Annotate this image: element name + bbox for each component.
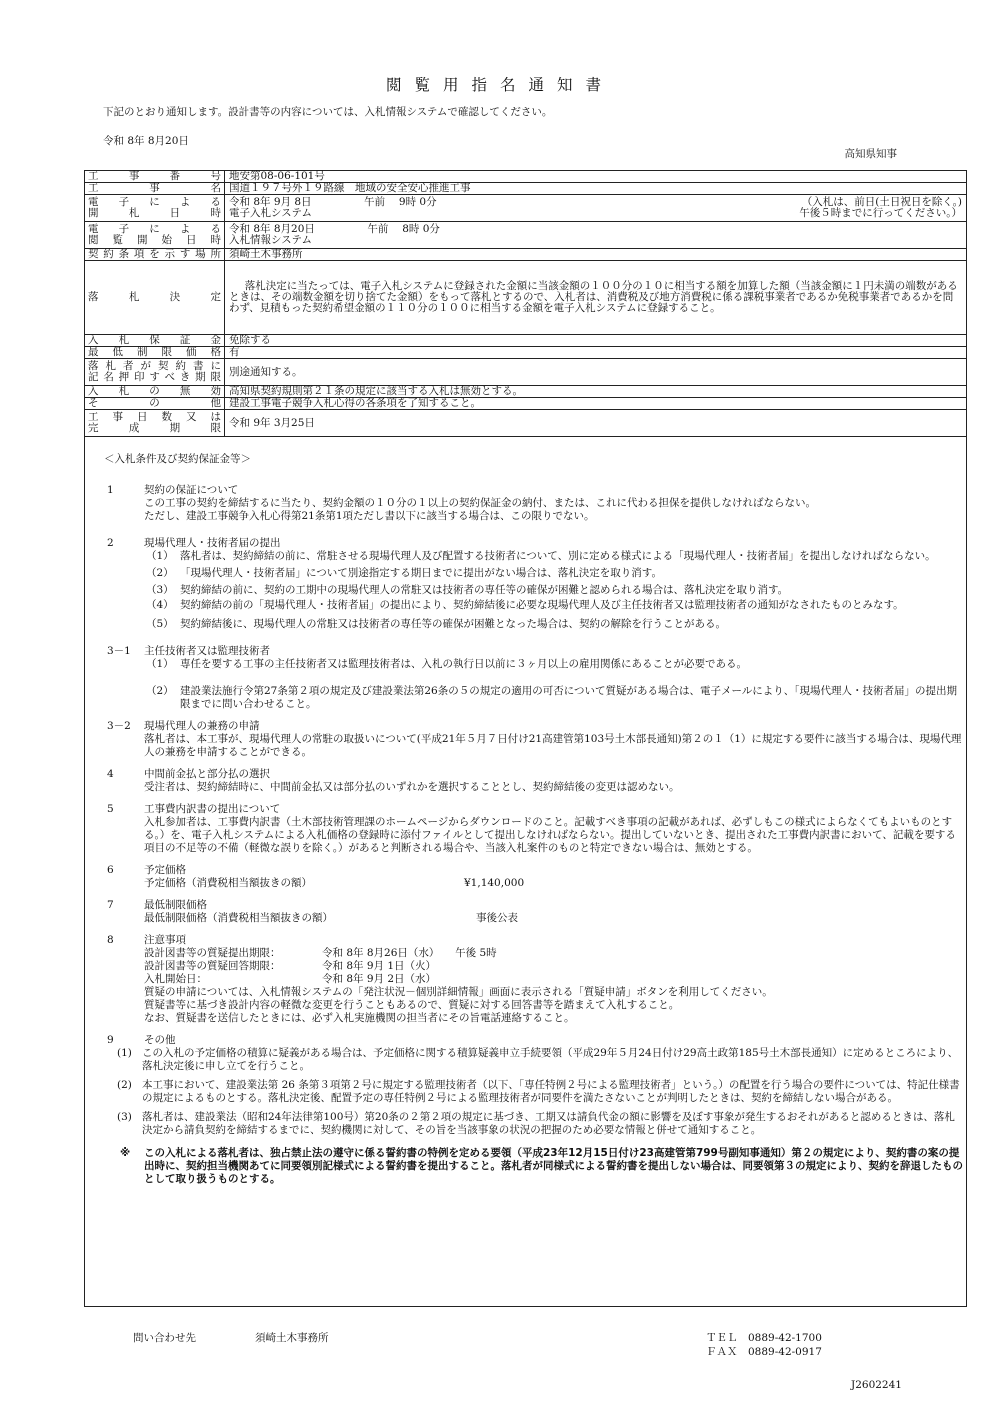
section-3-1-item [104, 685, 964, 711]
deadline-row [104, 973, 964, 986]
section-8-title: 注意事項 [144, 934, 186, 946]
label-completion-line1: 工事日数又は [88, 411, 221, 423]
section-3-2-body: 落札者は、本工事が、現場代理人の常駐の取扱いについて(平成21年５月７日付け21高建管第103号土木部長通知)第２の１（1）に規定する要件に該当する場合は、現場代理人の兼務を申請することができる。 [144, 733, 962, 758]
section-9-item [104, 1111, 964, 1137]
issuer: 高知県知事 [844, 148, 897, 160]
section-5 [104, 803, 964, 855]
info-row-deposit [85, 335, 967, 347]
item-text: 契約締結後に、現場代理人の常駐又は技術者の専任等の確保が困難となった場合は、契約の解除を行うことがある。 [180, 618, 726, 630]
label-project-number: 工事番号 [85, 171, 225, 183]
section-6-number: 6 [107, 864, 114, 876]
tender-system: 電子入札システム [229, 207, 312, 219]
section-9 [104, 1034, 964, 1137]
section-5-title-row [104, 803, 964, 816]
value-invalid: 高知県契約規則第２１条の規定に該当する入札は無効とする。 [225, 386, 967, 398]
section-1-title-row [104, 484, 964, 497]
document-title: 閲覧用指名通知書 [385, 76, 614, 94]
view-datetime: 令和 8年 8月20日 午前 8時 0分 [229, 223, 440, 235]
info-table [84, 170, 967, 437]
deadline-value: 令和 8年 8月26日（水） 午後 5時 [322, 947, 497, 959]
item-number: （4） [146, 599, 174, 611]
info-row-project-name [85, 183, 967, 195]
document-code: J2602241 [851, 1379, 902, 1391]
section-4-title-row [104, 768, 964, 781]
section-9-title: その他 [144, 1034, 176, 1046]
section-9-number: 9 [107, 1034, 114, 1046]
tender-line2 [229, 208, 962, 219]
value-decision: 落札決定に当たっては、電子入札システムに登録された金額に当該金額の１００分の１０に相当する額を加算した額（当該金額に１円未満の端数があるときは、その端数金額を切り捨てた金額）をもって落札とするので、入札者は、消費税及び地方消費税に係る課税事業者であるか免税事業者であるかを問わず、見積もった契約希望金額の１１０分の１００に相当する金額を電子入札システムに登録すること。 [225, 261, 967, 335]
info-row-min-price [85, 347, 967, 359]
label-completion-line2: 完成期限 [88, 422, 221, 434]
section-6-title: 予定価格 [144, 864, 186, 876]
item-number: （5） [146, 618, 174, 630]
section-4-body: 受注者は、契約締結時に、中間前金払又は部分払のいずれかを選択することとし、契約締結後の変更は認めない。 [144, 781, 680, 793]
section-1-title: 契約の保証について [144, 484, 239, 496]
section-8-body-1: 質疑の申請については、入札情報システムの「発注状況－個別詳細情報」画面に表示される「質疑申請」ボタンを利用してください。 [144, 986, 773, 998]
intro-text: 下記のとおり通知します。設計書等の内容については、入札情報システムで確認してください。 [103, 106, 553, 118]
label-office: 契約条項を示す場所 [85, 249, 225, 261]
label-sign-line1: 落札者が契約書に [88, 360, 221, 372]
info-row-other [85, 398, 967, 410]
section-6-title-row [104, 864, 964, 877]
item-number: （2） [146, 567, 174, 579]
section-2-title: 現場代理人・技術者届の提出 [144, 537, 281, 549]
deadline-row [104, 960, 964, 973]
planned-price-value: ¥1,140,000 [464, 877, 525, 889]
label-tender-line2: 開札日時 [88, 207, 221, 219]
section-1 [104, 484, 964, 523]
section-3-2 [104, 720, 964, 759]
item-number: (1) [117, 1047, 132, 1059]
section-7-title: 最低制限価格 [144, 899, 207, 911]
tender-datetime: 令和 8年 9月 8日 午前 9時 0分 [229, 196, 437, 208]
section-5-number: 5 [107, 803, 114, 815]
section-2-title-row [104, 537, 964, 550]
section-3-1-title-row [104, 645, 964, 658]
item-number: (3) [117, 1111, 132, 1123]
item-number: （2） [146, 685, 174, 697]
section-4-title: 中間前金払と部分払の選択 [144, 768, 270, 780]
min-price-value: 事後公表 [476, 912, 518, 924]
conditions-section [104, 453, 964, 1186]
value-min-price: 有 [225, 347, 967, 359]
section-9-item [104, 1079, 964, 1105]
label-view-line1: 電子による [88, 223, 221, 235]
section-2-item [104, 618, 964, 631]
section-3-2-title-row [104, 720, 964, 733]
section-6 [104, 864, 964, 890]
value-project-number: 地安第08-06-101号 [225, 171, 967, 183]
section-8-title-row [104, 934, 964, 947]
item-text: 落札者は、契約締結の前に、常駐させる現場代理人及び配置する技術者について、別に定める様式による「現場代理人・技術者届」を提出しなければならない。 [180, 550, 936, 562]
contact-office: 須崎土木事務所 [255, 1332, 329, 1344]
item-text: 「現場代理人・技術者届」について別途指定する期日までに提出がない場合は、落札決定を取り消す。 [180, 567, 662, 579]
section-5-body: 入札参加者は、工事費内訳書（土木部技術管理課のホームページからダウンロードのこと。記載すべき事項の記載があれば、必ずしもこの様式によらなくてもよいものとする。）を、電子入札システムによる入札価格の登録時に添付ファイルとして提出しなければならない。提出していないとき、提出された工事費内訳書において、記載を要する項目の不足等の不備（軽微な誤りを除く。）があると判断される場合や、当該入札案件のものと特定できない場合は、無効とする。 [144, 816, 956, 854]
section-3-1-item [104, 658, 964, 671]
info-row-completion [85, 410, 967, 437]
section-8-body-3: なお、質疑書を送信したときには、必ず入札実施機関の担当者にその旨電話連絡すること。 [144, 1012, 575, 1024]
value-completion: 令和 9年 3月25日 [225, 410, 967, 437]
info-row-view [85, 222, 967, 249]
label-project-name: 工事名 [85, 183, 225, 195]
item-text: 契約締結の前に、契約の工期中の現場代理人の常駐又は技術者の専任等の確保が困難と認められる場合は、落札決定を取り消す。 [180, 584, 789, 596]
section-2-item [104, 567, 964, 580]
section-8 [104, 934, 964, 1025]
info-row-tender [85, 195, 967, 222]
planned-price-row [104, 877, 964, 890]
section-1-body-2: ただし、建設工事競争入札心得第21条第1項ただし書以下に該当する場合は、この限りでない。 [144, 510, 595, 522]
value-tender [225, 195, 967, 222]
tender-note-1: （入札は、前日(土日祝日を除く。) [801, 196, 962, 208]
deadline-label: 設計図書等の質疑回答期限： [144, 960, 281, 972]
deadline-value: 令和 8年 9月 1日（火） [322, 960, 437, 972]
label-other: その他 [85, 398, 225, 410]
min-price-row [104, 912, 964, 925]
label-completion [85, 410, 225, 437]
section-9-item [104, 1047, 964, 1073]
antitrust-note [104, 1147, 964, 1186]
label-decision: 落札決定 [85, 261, 225, 335]
section-1-body-1: この工事の契約を締結するに当たり、契約金額の１０分の１以上の契約保証金の納付、または、これに代わる担保を提供しなければならない。 [144, 497, 816, 509]
contact-tel: ＴＥＬ 0889-42-1700 [706, 1332, 822, 1344]
section-7 [104, 899, 964, 925]
section-4 [104, 768, 964, 794]
section-7-title-row [104, 899, 964, 912]
section-3-1 [104, 645, 964, 711]
note-mark: ※ [120, 1147, 131, 1159]
info-row-sign [85, 359, 967, 386]
section-2 [104, 537, 964, 631]
section-2-item [104, 550, 964, 563]
section-8-body-2: 質疑書等に基づき設計内容の軽微な変更を行うこともあるので、質疑に対する回答書等を踏まえて入札すること。 [144, 999, 680, 1011]
label-sign [85, 359, 225, 386]
issue-date: 令和 8年 8月20日 [103, 135, 189, 147]
section-7-number: 7 [107, 899, 114, 911]
item-number: （1） [146, 658, 174, 670]
info-row-decision [85, 261, 967, 335]
info-row-office [85, 249, 967, 261]
section-2-item [104, 584, 964, 597]
info-row-project-number [85, 171, 967, 183]
item-text: 契約締結の前の「現場代理人・技術者届」の提出により、契約締結後に必要な現場代理人及び主任技術者又は監理技術者の通知がなされたものとみなす。 [180, 599, 904, 611]
conditions-heading: ＜入札条件及び契約保証金等＞ [104, 453, 251, 465]
label-tender [85, 195, 225, 222]
item-number: (2) [117, 1079, 132, 1091]
value-other: 建設工事電子競争入札心得の各条項を了知すること。 [225, 398, 967, 410]
section-3-2-title: 現場代理人の兼務の申請 [144, 720, 260, 732]
section-3-1-title: 主任技術者又は監理技術者 [144, 645, 270, 657]
tender-note-2: 午後５時までに行ってください。） [799, 207, 962, 219]
deadline-row [104, 947, 964, 960]
section-3-2-number: 3－2 [107, 720, 131, 732]
deadline-value: 令和 8年 9月 2日（水） [322, 973, 437, 985]
planned-price-label: 予定価格（消費税相当額抜きの額） [144, 877, 312, 889]
deadline-label: 入札開始日： [144, 973, 207, 985]
value-view [225, 222, 967, 249]
contact-fax: ＦＡＸ 0889-42-0917 [706, 1346, 822, 1358]
value-office: 須崎土木事務所 [225, 249, 967, 261]
section-3-1-number: 3－1 [107, 645, 131, 657]
label-sign-line2: 記名押印すべき期限 [88, 371, 221, 383]
item-text: 専任を要する工事の主任技術者又は監理技術者は、入札の執行日以前に３ヶ月以上の雇用関係にあることが必要である。 [180, 658, 747, 670]
label-deposit: 入札保証金 [85, 335, 225, 347]
label-invalid: 入札の無効 [85, 386, 225, 398]
section-2-item [104, 599, 964, 612]
value-sign: 別途通知する。 [225, 359, 967, 386]
label-view-line2: 閲覧開始日時 [88, 234, 221, 246]
section-2-number: 2 [107, 537, 114, 549]
section-1-number: 1 [107, 484, 114, 496]
view-system: 入札情報システム [229, 234, 312, 246]
note-text: この入札による落札者は、独占禁止法の遵守に係る誓約書の特例を定める要領（平成23年12月15日付け23高建管第799号副知事通知）第２の規定により、契約書の案の提出時に、契約担当機関あてに同要領別記様式による誓約書を提出すること。落札者が同様式による誓約書を提出しない場合は、同要領第３の規定により、契約を辞退したものとして取り扱うものとする。 [144, 1147, 963, 1185]
info-row-invalid [85, 386, 967, 398]
min-price-label: 最低制限価格（消費税相当額抜きの額） [144, 912, 333, 924]
deadline-label: 設計図書等の質疑提出期限： [144, 947, 281, 959]
label-tender-line1: 電子による [88, 196, 221, 208]
item-text: この入札の予定価格の積算に疑義がある場合は、予定価格に関する積算疑義申立手続要領（平成29年５月24日付け29高土政第185号土木部長通知）に定めるところにより、落札決定後に申し立てを行うこと。 [142, 1047, 959, 1072]
item-text: 建設業法施行令第27条第２項の規定及び建設業法第26条の５の規定の適用の可否について質疑がある場合は、電子メールにより、「現場代理人・技術者届」の提出期限までに問い合わせること。 [180, 685, 958, 710]
section-5-title: 工事費内訳書の提出について [144, 803, 281, 815]
item-text: 本工事において、建設業法第 26 条第３項第２号に規定する監理技術者（以下、「専任特例２号による監理技術者」という。）の配置を行う場合の要件については、特記仕様書の規定によるものとする。落札決定後、配置予定の専任特例２号による監理技術者が同要件を満たさないことが判明したときは、契約を締結しない場合がある。 [142, 1079, 960, 1104]
contact-label: 問い合わせ先 [133, 1332, 196, 1344]
item-number: （1） [146, 550, 174, 562]
item-text: 落札者は、建設業法（昭和24年法律第100号）第20条の２第２項の規定に基づき、工期又は請負代金の額に影響を及ぼす事象が発生するおそれがあると認めるときは、落札決定から請負契約を締結するまでに、契約機関に対して、その旨を当該事象の状況の把握のため必要な情報と併せて通知すること。 [142, 1111, 955, 1136]
section-4-number: 4 [107, 768, 114, 780]
section-8-number: 8 [107, 934, 114, 946]
label-view [85, 222, 225, 249]
item-number: （3） [146, 584, 174, 596]
value-deposit: 免除する [225, 335, 967, 347]
section-9-title-row [104, 1034, 964, 1047]
value-project-name: 国道１９７号外１９路線 地域の安全安心推進工事 [225, 183, 967, 195]
label-min-price: 最低制限価格 [85, 347, 225, 359]
